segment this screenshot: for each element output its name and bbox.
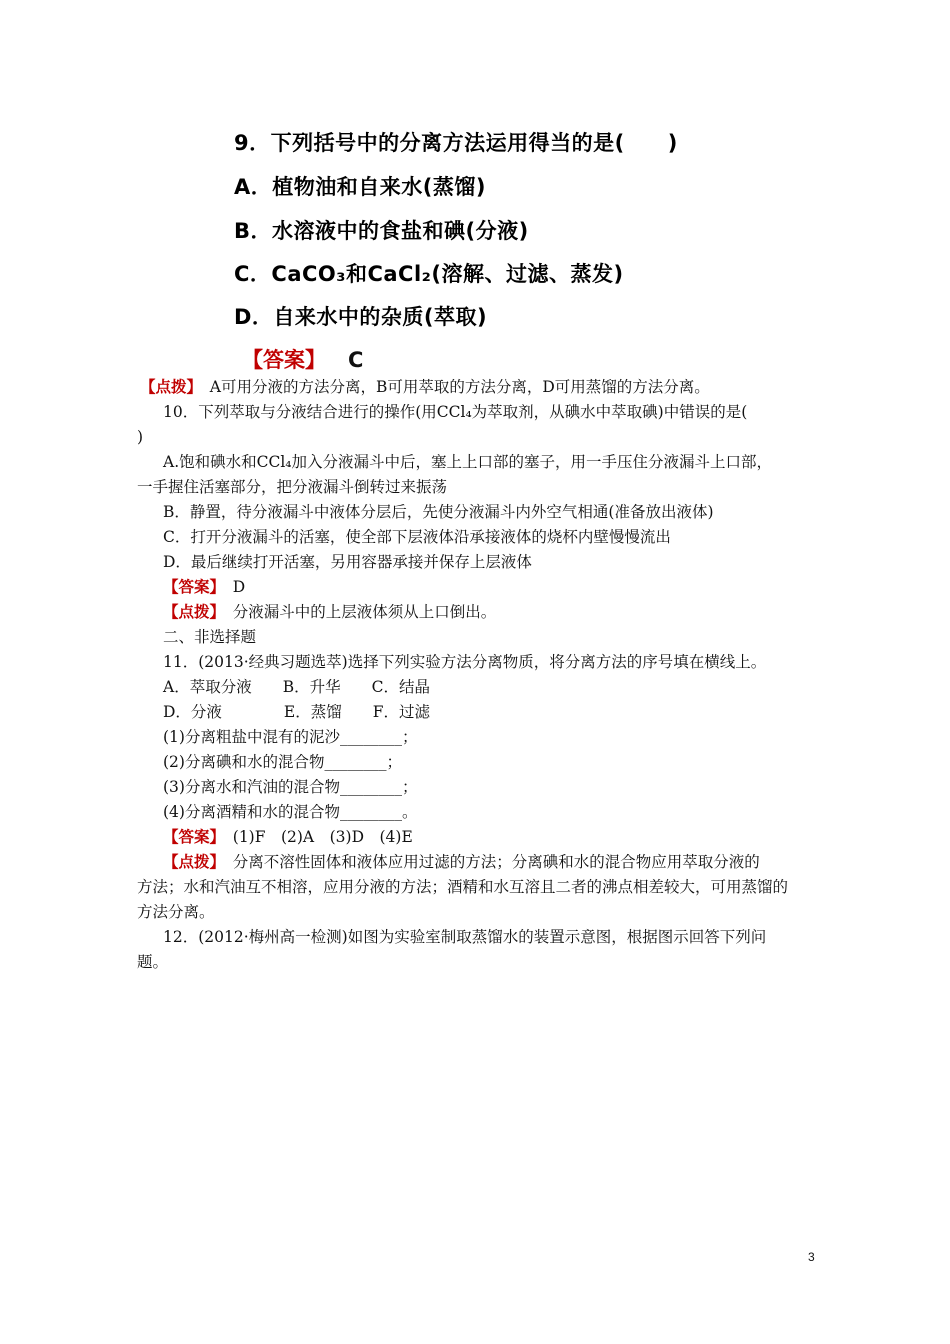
q10-answer-row — [163, 577, 245, 597]
q11-options-row2: D．分液 E．蒸馏 F．过滤 — [163, 703, 430, 721]
q9-answer-label: 【答案】 — [242, 348, 326, 372]
q10-option-a-line1: A.饱和碘水和CCl₄加入分液漏斗中后，塞上上口部的塞子，用一手压住分液漏斗上口部， — [163, 453, 773, 471]
q10-title-line1: 10．下列萃取与分液结合进行的操作(用CCl₄为萃取剂，从碘水中萃取碘)中错误的是( — [163, 403, 748, 421]
q11-options-row1: A．萃取分液 B．升华 C．结晶 — [163, 678, 430, 696]
q10-answer-label: 【答案】 — [163, 577, 218, 596]
q10-hint-label: 【点拨】 — [163, 602, 218, 621]
q11-answer-row — [163, 827, 413, 847]
q10-hint — [163, 602, 496, 622]
q12-line2: 题。 — [137, 953, 169, 971]
q9-option-a: A．植物油和自来水(蒸馏) — [234, 175, 486, 199]
q9-hint-label: 【点拨】 — [140, 377, 195, 396]
q10-title-line2: ) — [137, 428, 144, 446]
q9-option-c: C．CaCO₃和CaCl₂(溶解、过滤、蒸发) — [234, 262, 624, 286]
q11-hint-line3: 方法分离。 — [137, 903, 215, 921]
q11-answer-label: 【答案】 — [163, 827, 218, 846]
q11-sub3: (3)分离水和汽油的混合物________； — [163, 778, 418, 796]
q10-option-b: B．静置，待分液漏斗中液体分层后，先使分液漏斗内外空气相通(准备放出液体) — [163, 503, 714, 521]
q11-title: 11．(2013·经典习题选萃)选择下列实验方法分离物质，将分离方法的序号填在横线上。 — [163, 653, 767, 671]
section-heading: 二、非选择题 — [163, 628, 257, 646]
q11-answer: (1)F (2)A (3)D (4)E — [217, 828, 413, 846]
q10-option-c: C．打开分液漏斗的活塞，使全部下层液体沿承接液体的烧杯内壁慢慢流出 — [163, 528, 671, 546]
q11-hint-line1 — [163, 852, 760, 872]
page-number: 3 — [808, 1250, 815, 1264]
q11-hint-line2: 方法；水和汽油互不相溶，应用分液的方法；酒精和水互溶且二者的沸点相差较大，可用蒸馏的 — [137, 878, 789, 896]
q9-option-b: B．水溶液中的食盐和碘(分液) — [234, 219, 529, 243]
q10-option-d: D．最后继续打开活塞，另用容器承接并保存上层液体 — [163, 553, 532, 571]
q9-option-d: D．自来水中的杂质(萃取) — [234, 305, 488, 329]
q11-sub4: (4)分离酒精和水的混合物________。 — [163, 803, 418, 821]
q11-sub2: (2)分离碘和水的混合物________； — [163, 753, 402, 771]
q9-hint-text: A可用分液的方法分离，B可用萃取的方法分离，D可用蒸馏的方法分离。 — [194, 378, 710, 396]
q10-option-a-line2: 一手握住活塞部分，把分液漏斗倒转过来振荡 — [137, 478, 448, 496]
q11-sub1: (1)分离粗盐中混有的泥沙________； — [163, 728, 418, 746]
q12-line1: 12．(2012·梅州高一检测)如图为实验室制取蒸馏水的装置示意图，根据图示回答下列问 — [163, 928, 767, 946]
q10-answer: D — [217, 578, 246, 596]
q9-hint — [140, 377, 710, 397]
q9-answer: C — [348, 348, 364, 372]
q9-title: 9．下列括号中的分离方法运用得当的是( ) — [234, 131, 678, 155]
q11-hint-label: 【点拨】 — [163, 852, 218, 871]
q11-hint-text: 分离不溶性固体和液体应用过滤的方法；分离碘和水的混合物应用萃取分液的 — [217, 853, 760, 871]
q9-answer-row — [242, 344, 363, 374]
q10-hint-text: 分液漏斗中的上层液体须从上口倒出。 — [217, 603, 497, 621]
